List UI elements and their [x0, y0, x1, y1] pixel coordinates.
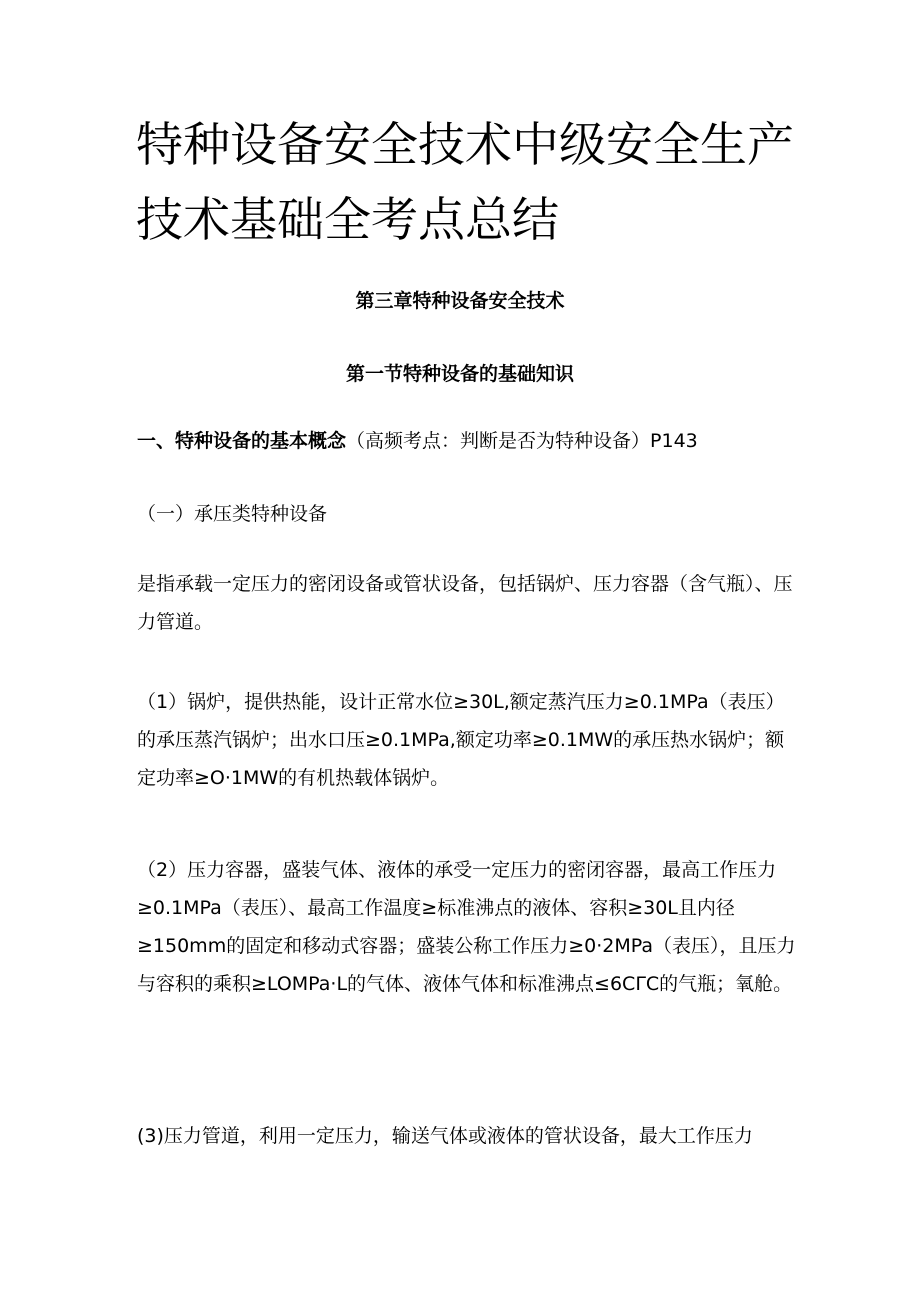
subheading-pressure-equipment: （一）承压类特种设备 [137, 503, 328, 525]
item-boiler-paragraph: （1）锅炉，提供热能，设计正常水位≥30L,额定蒸汽压力≥0.1MPa（表压）的承压蒸汽锅炉；出水口压≥0.1MPa,额定功率≥0.1MW的承压热水锅炉；额定功率≥O·1MW的有机热载体锅炉。 [137, 691, 785, 789]
point-one-paragraph [137, 422, 797, 460]
item-pressure-vessel-paragraph: （2）压力容器，盛装气体、液体的承受一定压力的密闭容器，最高工作压力≥0.1MPa（表压）、最高工作温度≥标准沸点的液体、容积≥30L且内径≥150mm的固定和移动式容器；盛装公称工作压力≥0·2MPa（表压），且压力与容积的乘积≥LOMPa·L的气体、液体气体和标准沸点≤6CΓC的气瓶；氧舱。 [137, 859, 796, 995]
document-title: 特种设备安全技术中级安全生产技术基础全考点总结 [136, 118, 794, 248]
item-pressure-pipeline-paragraph: (3)压力管道，利用一定压力，输送气体或液体的管状设备，最大工作压力 [137, 1125, 753, 1147]
chapter-heading: 第三章特种设备安全技术 [355, 290, 565, 312]
definition-paragraph: 是指承载一定压力的密闭设备或管状设备，包括锅炉、压力容器（含气瓶）、压力管道。 [137, 573, 793, 633]
point-one-note: （高频考点：判断是否为特种设备）P143 [346, 430, 698, 452]
section-heading: 第一节特种设备的基础知识 [345, 363, 574, 385]
point-one-bold: 一、特种设备的基本概念 [137, 430, 347, 452]
